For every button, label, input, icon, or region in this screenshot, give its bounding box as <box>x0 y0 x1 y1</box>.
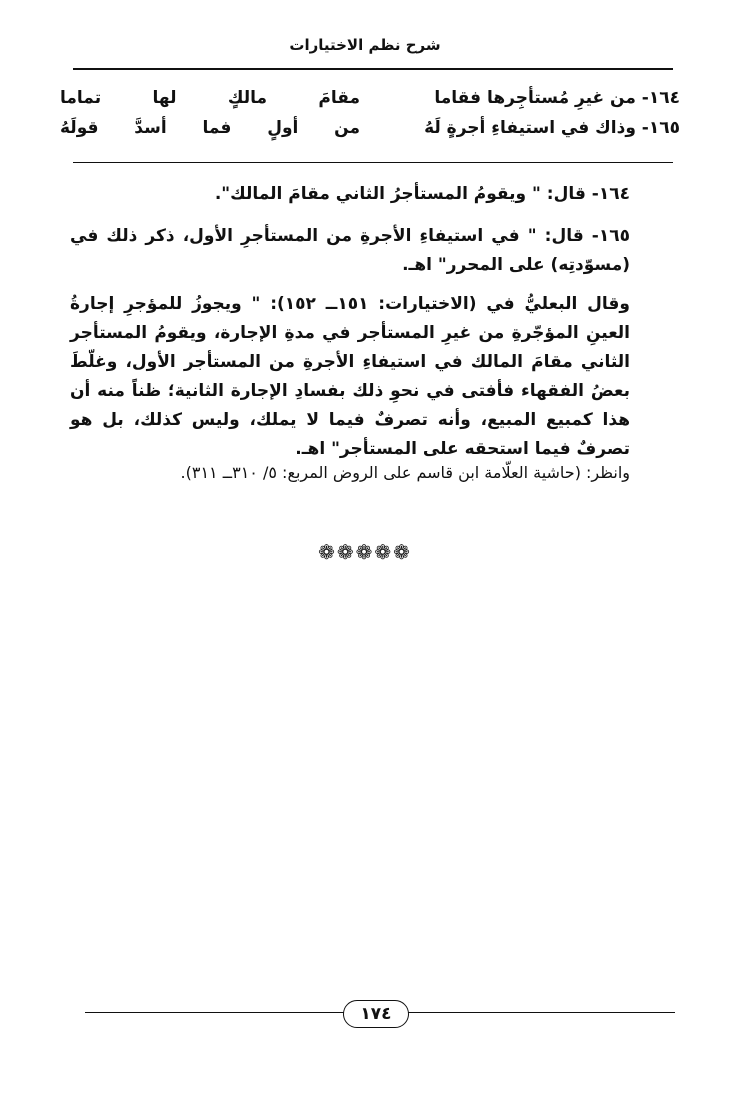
commentary-balie-quote: وقال البعليُّ في (الاختيارات: ١٥١ــ ١٥٢): " ويجوزُ للمؤجرِ إجارةُ العينِ المؤجّرةِ من غيرِ المستأجر في مدةِ الإجارة، ويقومُ المستأجر الثاني مقامَ المالك في استيفاءِ الأجرةِ من المستأجر الأول، وغلّطَ بعضُ الفقهاء فأفتى في نحوِ ذلك بفسادِ الإجارة الثانية؛ ظناً منه أن هذا كمبيع المبيع، وأنه تصرفٌ فيما لا يملك، وليس كذلك، بل هو تصرفٌ فيما استحقه على المستأجر" اهـ. <box>70 294 630 459</box>
verse-second-hemistich: من أولٍ فما أسدَّ قولَهُ <box>60 118 360 138</box>
verse-first-hemistich: ١٦٤- من غيرِ مُستأجِرها فقاما <box>434 88 680 108</box>
section-rule <box>73 162 673 163</box>
header-rule <box>73 68 673 70</box>
ornament-divider: ❁❁❁❁❁ <box>318 540 412 564</box>
commentary-reference: وانظر: (حاشية العلّامة ابن قاسم على الروض المربع: ٥/ ٣١٠ــ ٣١١). <box>180 463 630 482</box>
verse-164 <box>60 88 680 120</box>
commentary-165: ١٦٥- قال: " في استيفاءِ الأجرةِ من المستأجرِ الأول، ذكر ذلك في (مسوّدتِه) على المحرر" اهـ. <box>70 226 630 275</box>
verse-165 <box>60 118 680 150</box>
running-header-title: شرح نظم الاختيارات <box>289 36 441 54</box>
commentary-164: ١٦٤- قال: " ويقومُ المستأجرُ الثاني مقامَ المالك". <box>214 184 630 204</box>
verse-second-hemistich: مقامَ مالكٍ لها تماما <box>60 88 360 108</box>
verse-first-hemistich: ١٦٥- وذاك في استيفاءِ أجرةٍ لَهُ <box>424 118 680 138</box>
page-number: ١٧٤ <box>343 1000 409 1028</box>
